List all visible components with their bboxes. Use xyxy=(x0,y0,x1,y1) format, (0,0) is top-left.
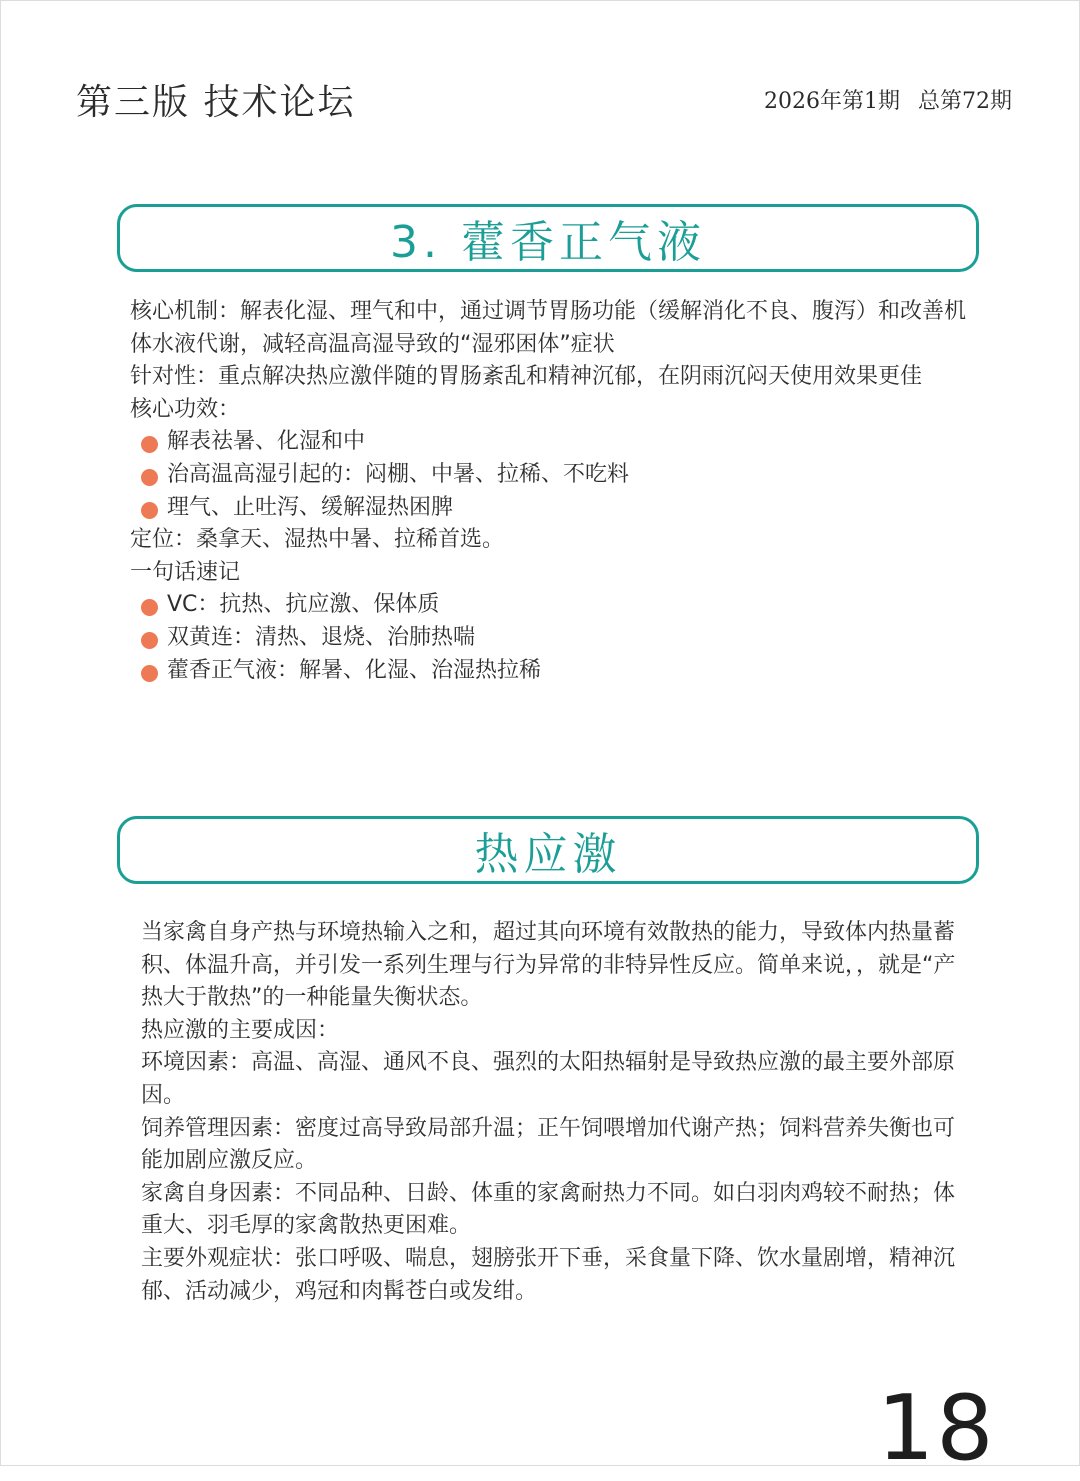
causes-heading: 热应激的主要成因： xyxy=(141,1017,340,1043)
list-item: 双黄连：清热、退烧、治肺热喘 xyxy=(130,622,980,655)
section-body xyxy=(141,917,961,1308)
management-paragraph: 饲养管理因素：密度过高导致局部升温；正午饲喂增加代谢产热；饲料营养失衡也可能加剧应激反应。 xyxy=(141,1115,956,1174)
section-title-box xyxy=(117,204,979,272)
total-issue-number: 总第72期 xyxy=(918,89,1012,114)
section-title-box xyxy=(117,816,979,884)
issue-info xyxy=(764,84,1012,115)
list-item: 理气、止吐泻、缓解湿热困脾 xyxy=(130,492,980,525)
section-title: 3. 藿香正气液 xyxy=(390,217,706,268)
edition-label: 第三版 技术论坛 xyxy=(76,82,356,123)
environment-paragraph: 环境因素：高温、高湿、通风不良、强烈的太阳热辐射是导致热应激的最主要外部原因。 xyxy=(141,1050,956,1108)
symptoms-paragraph: 主要外观症状：张口呼吸、喘息，翅膀张开下垂，采食量下降、饮水量剧增，精神沉郁、活动减少，鸡冠和肉髯苍白或发绀。 xyxy=(141,1245,956,1304)
bullet-dot-icon xyxy=(141,436,158,453)
bullet-dot-icon xyxy=(141,502,158,519)
page-number: 18 xyxy=(877,1376,996,1481)
definition-paragraph: 当家禽自身产热与环境热输入之和，超过其向环境有效散热的能力，导致体内热量蓄积、体温升高，并引发一系列生理与行为异常的非特异性反应。简单来说，，就是“产热大于散热”的一种能量失衡状态。 xyxy=(141,920,956,1011)
poultry-paragraph: 家禽自身因素：不同品种、日龄、体重的家禽耐热力不同。如白羽肉鸡较不耐热；体重大、羽毛厚的家禽散热更困难。 xyxy=(141,1180,956,1239)
bullet-dot-icon xyxy=(141,469,158,486)
position-paragraph: 定位：桑拿天、湿热中暑、拉稀首选。 xyxy=(130,527,505,553)
list-item: 藿香正气液：解暑、化湿、治湿热拉稀 xyxy=(130,655,980,688)
list-item: 治高温高湿引起的：闷棚、中暑、拉稀、不吃料 xyxy=(130,459,980,492)
issue-number: 2026年第1期 xyxy=(764,89,900,114)
bullet-dot-icon xyxy=(141,599,158,616)
bullet-dot-icon xyxy=(141,665,158,682)
summary-heading: 一句话速记 xyxy=(130,559,241,585)
bullet-dot-icon xyxy=(141,632,158,649)
section-body xyxy=(130,296,980,687)
target-paragraph: 针对性：重点解决热应激伴随的胃肠紊乱和精神沉郁，在阴雨沉闷天使用效果更佳 xyxy=(130,364,923,390)
mechanism-paragraph: 核心机制：解表化湿、理气和中，通过调节胃肠功能（缓解消化不良、腹泻）和改善机体水液代谢，减轻高温高湿导致的“湿邪困体”症状 xyxy=(130,299,967,357)
section-title: 热应激 xyxy=(474,829,622,880)
list-item: VC：抗热、抗应激、保体质 xyxy=(130,589,980,622)
list-item: 解表祛暑、化湿和中 xyxy=(130,426,980,459)
effects-heading: 核心功效： xyxy=(130,396,241,422)
